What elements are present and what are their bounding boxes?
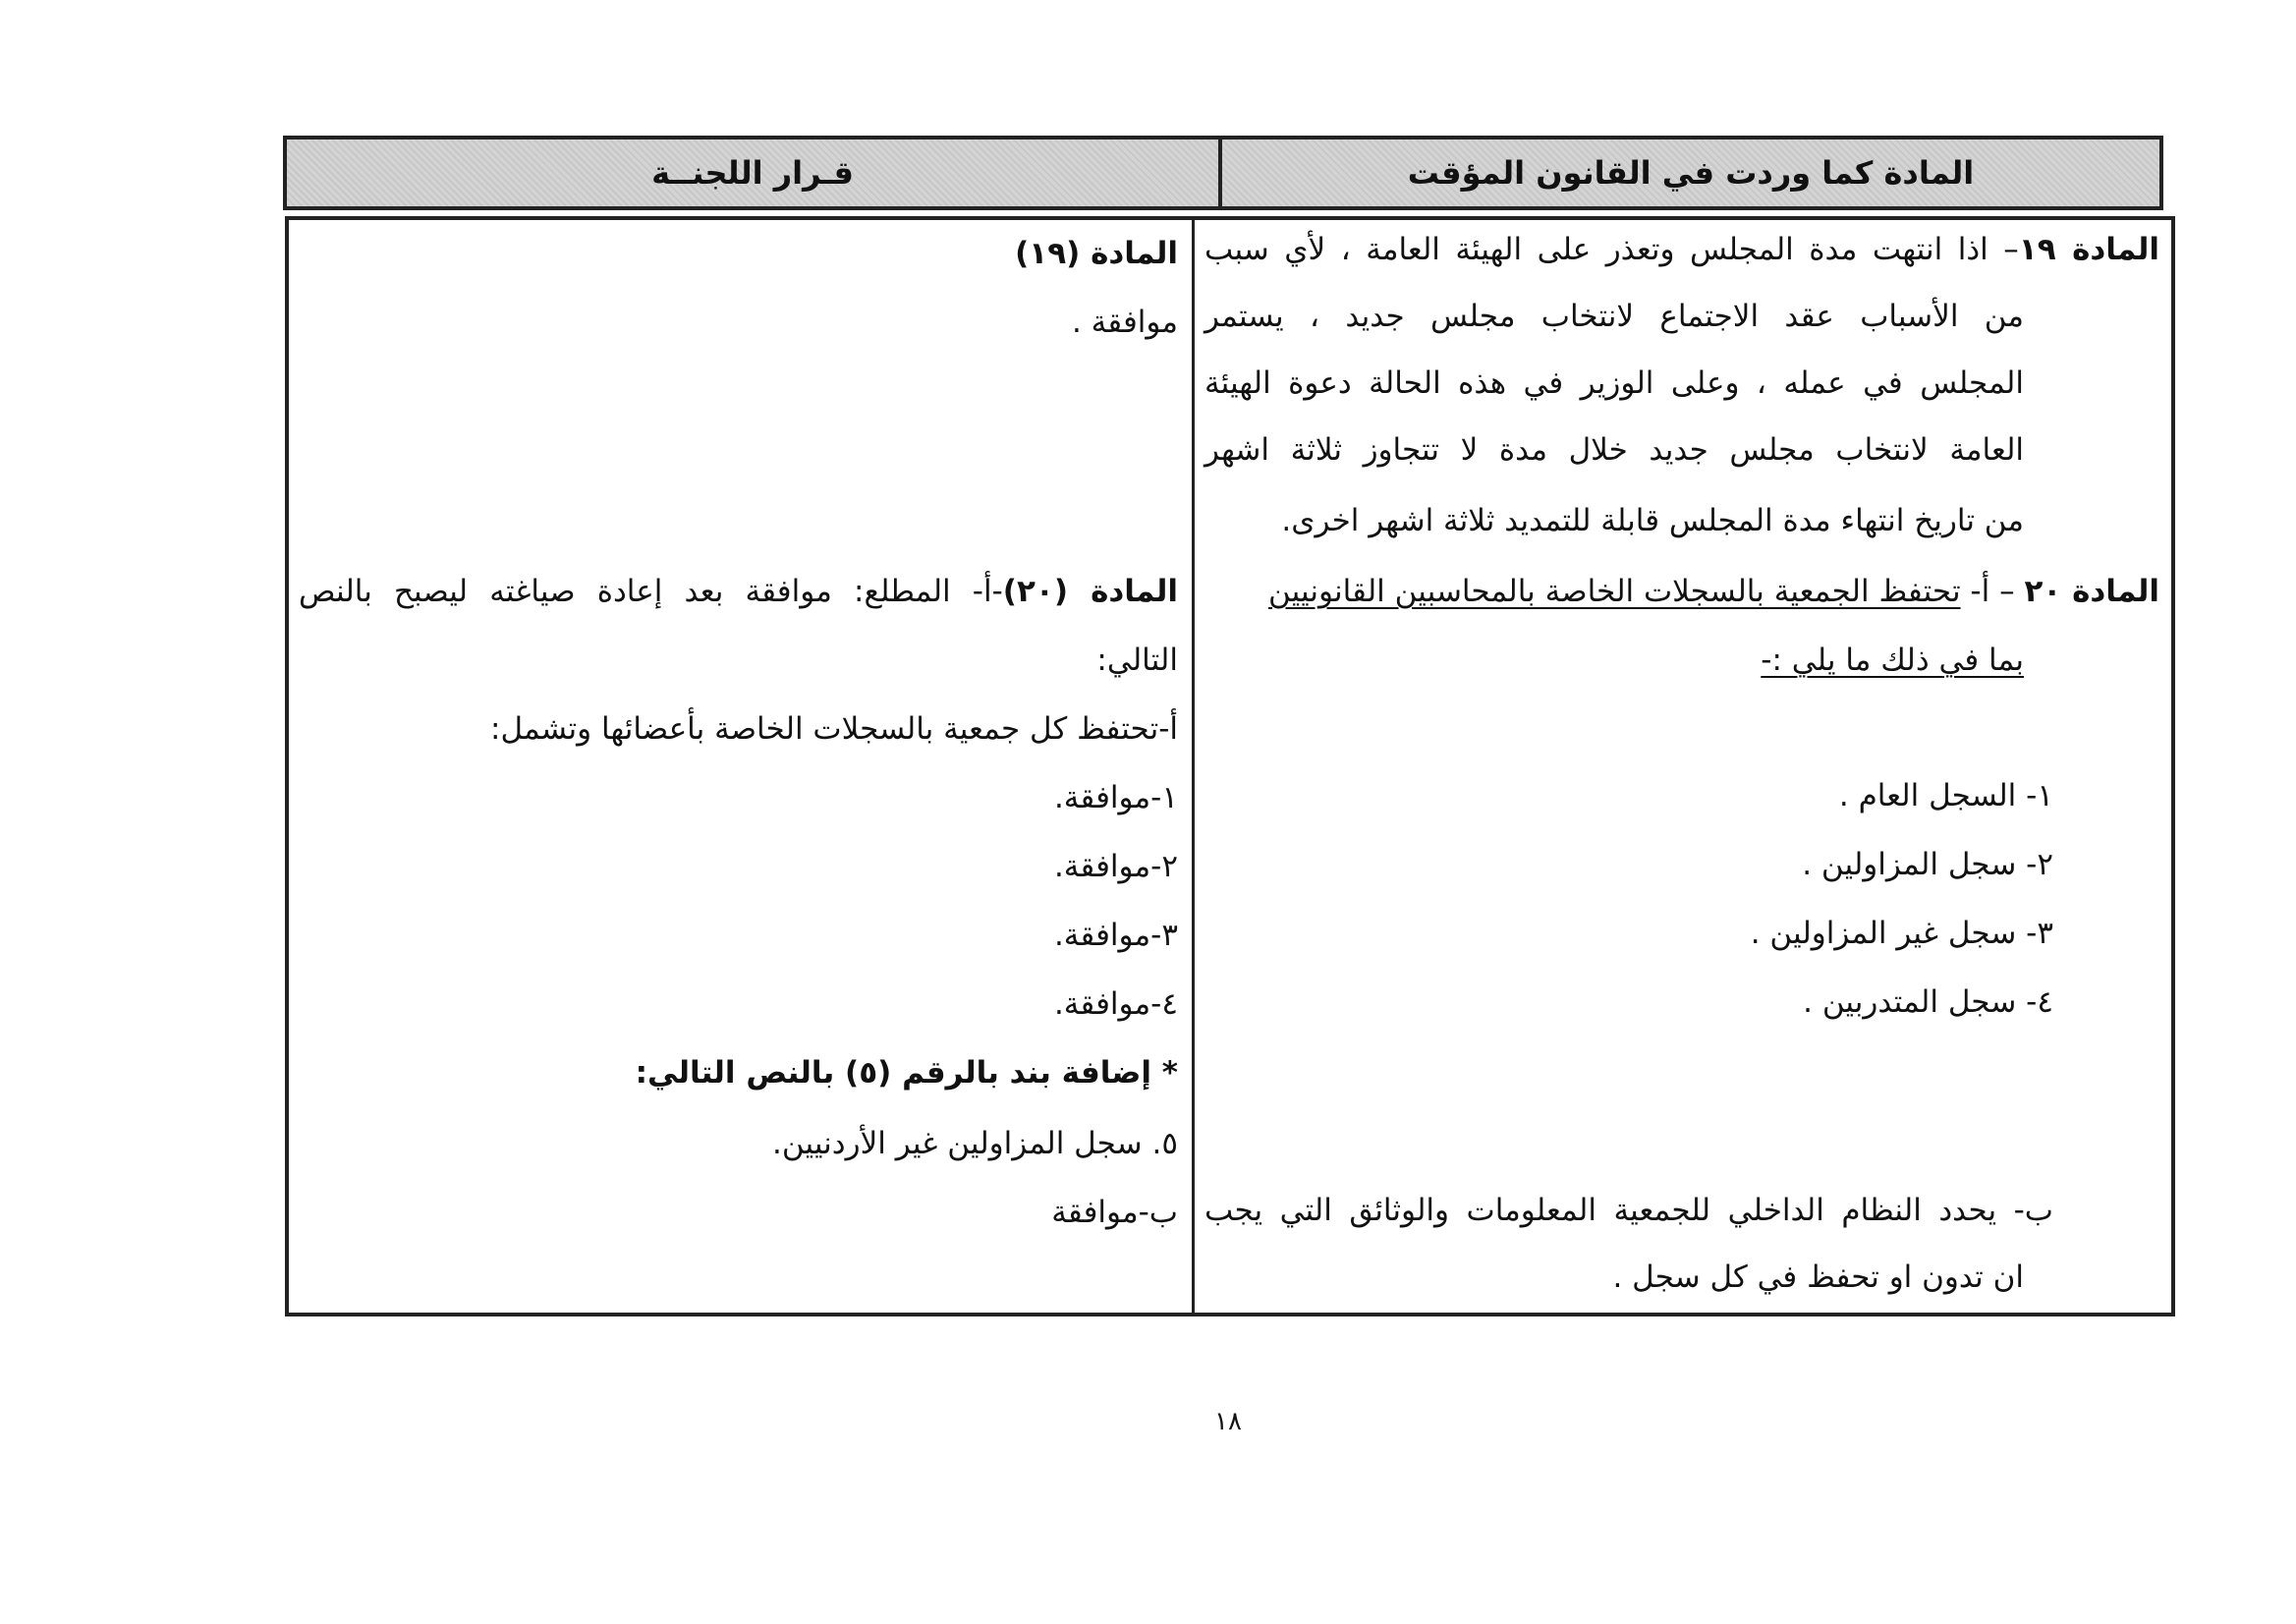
decision-item-1: ١-موافقة. [1053,780,1178,815]
decision-article-19-label: المادة (١٩) [1015,236,1178,271]
law-item-1: ١- السجل العام . [1838,778,2053,813]
table-body [285,216,2175,1316]
decision-article-20-line-1: المادة (٢٠)-أ- المطلع: موافقة بعد إعادة صياغته ليصبح بالنص [299,574,1178,609]
article-19-line-3: المجلس في عمله ، وعلى الوزير في هذه الحالة دعوة الهيئة [1204,365,2024,401]
header-committee-decision: قـرار اللجنــة [651,154,854,192]
law-item-4: ٤- سجل المتدربين . [1803,984,2053,1020]
decision-article-20-line-2: التالي: [1096,643,1178,678]
decision-item-2: ٢-موافقة. [1053,849,1178,884]
law-item-3: ٣- سجل غير المزاولين . [1750,916,2053,951]
article-19-line-1: المادة ١٩– اذا انتهت مدة المجلس وتعذر على الهيئة العامة ، لأي سبب [1204,232,2159,267]
decision-add-item-5: * إضافة بند بالرقم (٥) بالنص التالي: [635,1055,1178,1091]
decision-clause-b: ب-موافقة [1051,1195,1178,1230]
article-20-line-1: المادة ٢٠ – أ- تحتفظ الجمعية بالسجلات الخاصة بالمحاسبين القانونيين [1268,574,2159,609]
law-item-2: ٢- سجل المزاولين . [1802,847,2053,882]
decision-item-5: ٥. سجل المزاولين غير الأردنيين. [772,1126,1178,1161]
article-20-line-2: بما في ذلك ما يلي :- [1761,643,2024,678]
decision-item-4: ٤-موافقة. [1053,986,1178,1022]
article-19-line-5: من تاريخ انتهاء مدة المجلس قابلة للتمديد ثلاثة اشهر اخرى. [1281,503,2024,538]
committee-decision-column [289,220,1192,1313]
law-clause-b-line-1: ب- يحدد النظام الداخلي للجمعية المعلومات والوثائق التي يجب [1204,1193,2053,1228]
decision-article-19: موافقة . [1071,305,1178,340]
law-text-column [1195,220,2171,1313]
page-number: ١٨ [1214,1407,1242,1436]
article-19-line-2: من الأسباب عقد الاجتماع لانتخاب مجلس جديد ، يستمر [1204,299,2024,334]
table-header [283,136,2163,210]
law-clause-b-line-2: ان تدون او تحفظ في كل سجل . [1612,1260,2024,1295]
article-19-line-4: العامة لانتخاب مجلس جديد خلال مدة لا تتجاوز ثلاثة اشهر [1204,432,2024,468]
header-article-as-in-temporary-law: المادة كما وردت في القانون المؤقت [1407,154,1975,192]
decision-item-3: ٣-موافقة. [1053,918,1178,953]
decision-article-20-line-3: أ-تحتفظ كل جمعية بالسجلات الخاصة بأعضائها وتشمل: [490,711,1178,747]
